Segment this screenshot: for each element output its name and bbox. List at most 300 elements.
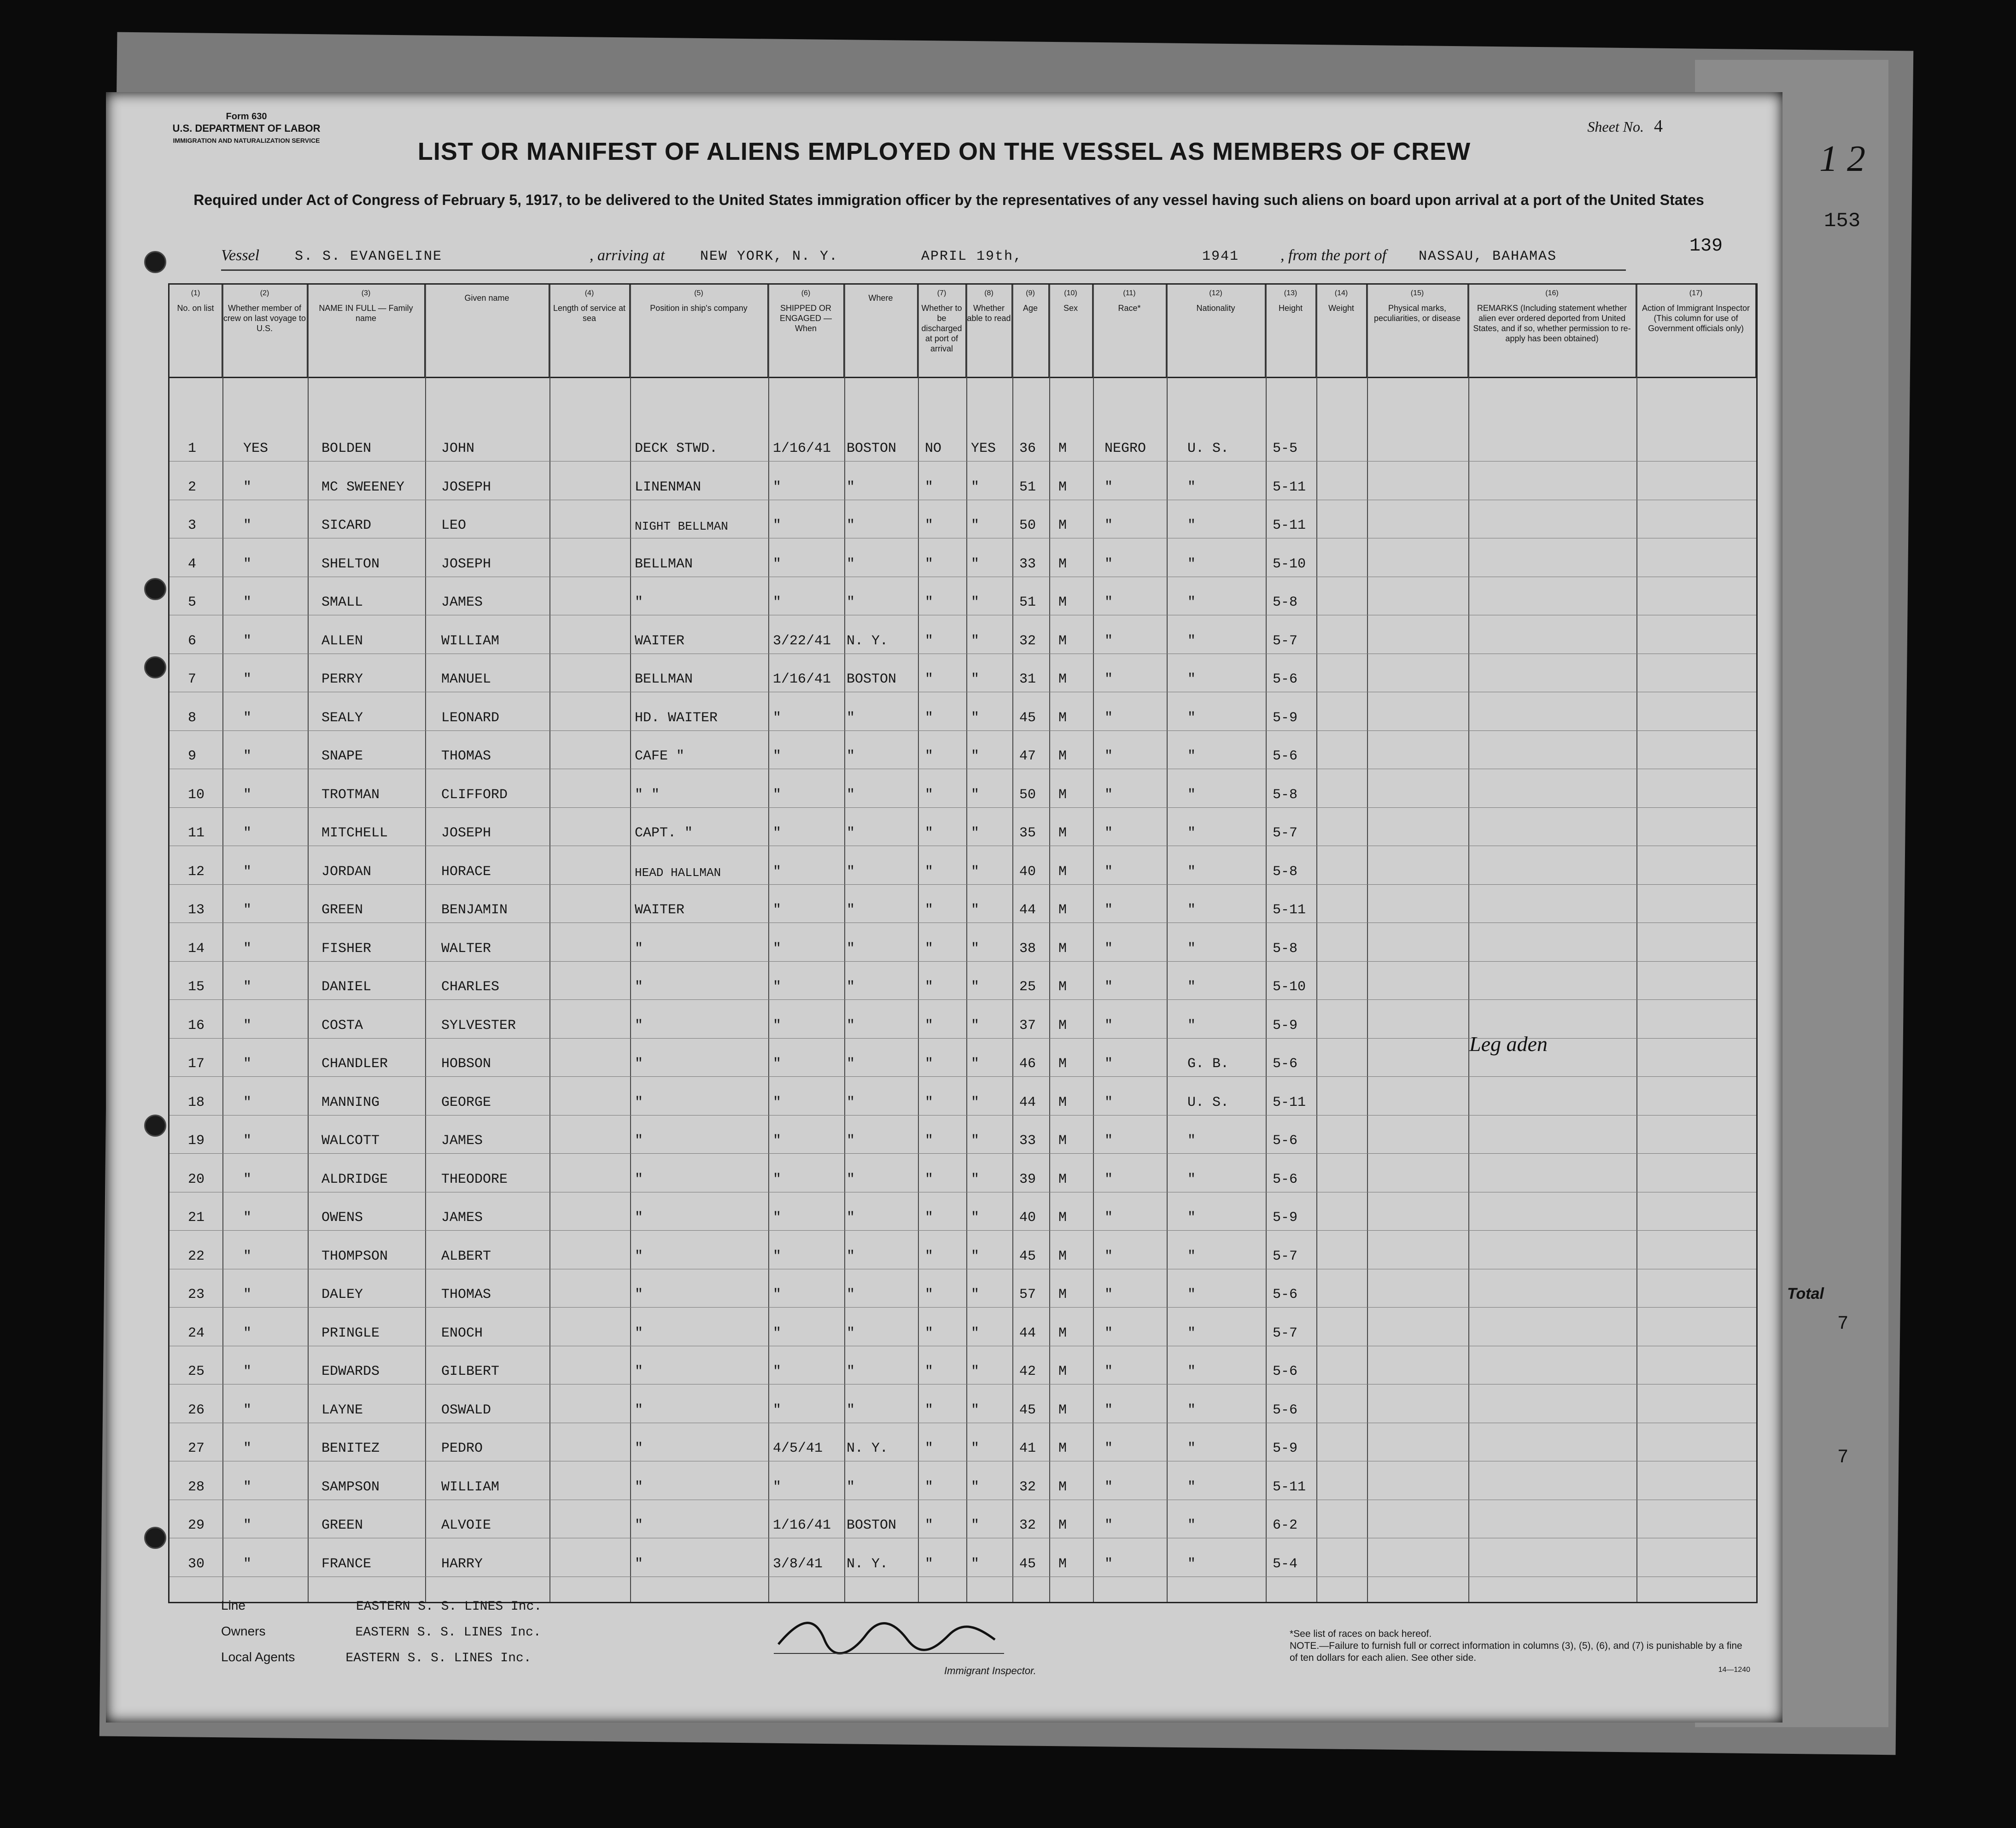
column-header: (17) Action of Immigrant Inspector (This column for use of Government officials only) — [1636, 285, 1756, 377]
cell-sex: M — [1058, 1133, 1067, 1149]
column-header: (13) Height — [1266, 285, 1316, 377]
cell-when: " — [773, 1056, 782, 1072]
cell-discharged: " — [925, 1248, 934, 1264]
cell-family: MITCHELL — [321, 825, 388, 841]
cell-where: " — [847, 1094, 855, 1110]
cell-position: CAFE " — [635, 748, 685, 764]
table-row — [169, 1538, 1756, 1577]
cell-race: " — [1104, 1556, 1113, 1572]
cell-position: HEAD HALLMAN — [635, 865, 721, 880]
cell-age: 32 — [1019, 1518, 1036, 1533]
cell-no: 11 — [188, 825, 205, 841]
cell-discharged: " — [925, 979, 934, 995]
cell-discharged: " — [925, 902, 934, 918]
cell-given: ALBERT — [441, 1248, 491, 1264]
cell-height: 5-10 — [1273, 979, 1306, 995]
cell-read: " — [971, 979, 980, 995]
agents-value: EASTERN S. S. LINES Inc. — [345, 1651, 532, 1665]
cell-when: " — [773, 556, 782, 572]
cell-sex: M — [1058, 710, 1067, 726]
cell-discharged: " — [925, 1287, 934, 1302]
cell-nat: " — [1187, 748, 1196, 764]
cell-discharged: " — [925, 825, 934, 841]
form-number: Form 630 — [226, 111, 267, 122]
table-row — [169, 846, 1756, 885]
cell-race: NEGRO — [1104, 441, 1146, 456]
cell-age: 32 — [1019, 633, 1036, 649]
cell-prev: " — [243, 1441, 252, 1456]
cell-no: 28 — [188, 1479, 205, 1495]
cell-no: 21 — [188, 1210, 205, 1226]
cell-position: " " — [635, 787, 660, 803]
cell-age: 57 — [1019, 1287, 1036, 1302]
cell-race: " — [1104, 633, 1113, 649]
cell-given: THEODORE — [441, 1171, 508, 1187]
cell-sex: M — [1058, 1556, 1067, 1572]
cell-no: 4 — [188, 556, 197, 572]
column-header: (6) SHIPPED OR ENGAGED — When — [768, 285, 844, 377]
cell-given: HOBSON — [441, 1056, 491, 1072]
cell-sex: M — [1058, 633, 1067, 649]
cell-prev: " — [243, 1133, 252, 1149]
cell-given: MANUEL — [441, 672, 491, 687]
table-row — [169, 1500, 1756, 1538]
table-row — [169, 1346, 1756, 1384]
cell-family: FISHER — [321, 940, 372, 957]
cell-given: HARRY — [441, 1556, 483, 1572]
cell-read: " — [971, 1056, 980, 1072]
cell-height: 5-11 — [1273, 1479, 1306, 1495]
cell-age: 46 — [1019, 1056, 1036, 1072]
cell-no: 23 — [188, 1287, 205, 1302]
cell-position: " — [635, 1479, 643, 1495]
cell-age: 38 — [1019, 940, 1036, 957]
cell-where: " — [847, 1210, 855, 1226]
cell-read: " — [971, 1094, 980, 1110]
cell-race: " — [1104, 1402, 1113, 1418]
cell-prev: " — [243, 787, 252, 803]
cell-where: " — [847, 787, 855, 803]
column-header: (2) Whether member of crew on last voyage to U.S. — [222, 285, 308, 377]
cell-given: THOMAS — [441, 748, 491, 764]
cell-given: WILLIAM — [441, 633, 500, 649]
cell-race: " — [1104, 864, 1113, 880]
cell-family: PRINGLE — [321, 1325, 380, 1341]
cell-family: SICARD — [321, 518, 372, 533]
cell-prev: " — [243, 672, 252, 687]
service: IMMIGRATION AND NATURALIZATION SERVICE — [173, 137, 320, 144]
cell-discharged: " — [925, 633, 934, 649]
cell-when: 1/16/41 — [773, 672, 831, 687]
inspector-signature — [774, 1607, 1004, 1663]
cell-height: 5-9 — [1273, 1441, 1298, 1456]
cell-no: 18 — [188, 1094, 205, 1110]
cell-position: " — [635, 1402, 643, 1418]
table-row — [169, 615, 1756, 654]
table-row — [169, 1423, 1756, 1461]
cell-age: 50 — [1019, 518, 1036, 533]
cell-race: " — [1104, 518, 1113, 533]
cell-family: JORDAN — [321, 864, 372, 880]
cell-where: " — [847, 556, 855, 572]
cell-height: 5-6 — [1273, 1056, 1298, 1072]
cell-race: " — [1104, 1248, 1113, 1264]
cell-no: 6 — [188, 633, 197, 649]
cell-given: HORACE — [441, 864, 491, 880]
cell-family: DANIEL — [321, 979, 372, 995]
cell-given: JOSEPH — [441, 556, 491, 572]
cell-race: " — [1104, 825, 1113, 841]
cell-nat: " — [1187, 1287, 1196, 1302]
cell-when: " — [773, 479, 782, 495]
table-row — [169, 1461, 1756, 1500]
cell-no: 15 — [188, 979, 205, 995]
column-header: (5) Position in ship's company — [630, 285, 768, 377]
cell-read: " — [971, 940, 980, 957]
footer-agents — [221, 1598, 542, 1676]
table-row — [169, 1154, 1756, 1192]
cell-sex: M — [1058, 864, 1067, 880]
stamp-number: 153 — [1824, 210, 1861, 233]
cell-prev: " — [243, 479, 252, 495]
cell-race: " — [1104, 1364, 1113, 1379]
cell-discharged: " — [925, 1364, 934, 1379]
cell-nat: " — [1187, 479, 1196, 495]
cell-position: HD. WAITER — [635, 710, 718, 726]
cell-sex: M — [1058, 1171, 1067, 1187]
cell-nat: " — [1187, 1017, 1196, 1034]
cell-nat: " — [1187, 825, 1196, 841]
vessel-name: S. S. EVANGELINE — [295, 249, 443, 264]
punch-hole — [144, 578, 166, 600]
document-title: LIST OR MANIFEST OF ALIENS EMPLOYED ON THE VESSEL AS MEMBERS OF CREW — [417, 138, 1471, 165]
cell-position: WAITER — [635, 633, 685, 649]
cell-age: 36 — [1019, 441, 1036, 456]
handwritten-remark: Leg aden — [1469, 1032, 1548, 1056]
total-value-b: 7 — [1838, 1446, 1848, 1466]
cell-when: 3/8/41 — [773, 1556, 823, 1572]
column-header: (3) NAME IN FULL — Family name — [308, 285, 425, 377]
cell-read: " — [971, 1210, 980, 1226]
cell-family: WALCOTT — [321, 1133, 380, 1149]
footer-line: Line EASTERN S. S. LINES Inc. — [221, 1598, 542, 1614]
sheet-value: 4 — [1654, 117, 1663, 136]
cell-sex: M — [1058, 518, 1067, 533]
cell-age: 44 — [1019, 902, 1036, 918]
cell-discharged: " — [925, 518, 934, 533]
cell-prev: " — [243, 556, 252, 572]
table-row — [169, 423, 1756, 461]
cell-nat: " — [1187, 1325, 1196, 1341]
cell-race: " — [1104, 902, 1113, 918]
cell-discharged: " — [925, 1441, 934, 1456]
cell-no: 7 — [188, 672, 197, 687]
cell-sex: M — [1058, 940, 1067, 957]
cell-sex: M — [1058, 787, 1067, 803]
cell-read: YES — [971, 441, 996, 456]
cell-discharged: " — [925, 1094, 934, 1110]
cell-height: 5-7 — [1273, 633, 1298, 649]
cell-race: " — [1104, 1518, 1113, 1533]
cell-no: 12 — [188, 864, 205, 880]
cell-no: 19 — [188, 1133, 205, 1149]
table-row — [169, 1115, 1756, 1154]
cell-prev: " — [243, 1094, 252, 1110]
cell-read: " — [971, 1133, 980, 1149]
cell-when: 3/22/41 — [773, 633, 831, 649]
cell-position: " — [635, 1441, 643, 1456]
cell-where: " — [847, 1017, 855, 1034]
cell-family: EDWARDS — [321, 1364, 380, 1379]
cell-read: " — [971, 1287, 980, 1302]
table-row — [169, 769, 1756, 808]
cell-sex: M — [1058, 556, 1067, 572]
cell-position: " — [635, 1287, 643, 1302]
cell-family: CHANDLER — [321, 1056, 388, 1072]
cell-family: SMALL — [321, 595, 363, 610]
cell-nat: " — [1187, 940, 1196, 957]
cell-nat: " — [1187, 1479, 1196, 1495]
cell-race: " — [1104, 1133, 1113, 1149]
cell-where: " — [847, 1171, 855, 1187]
cell-position: " — [635, 595, 643, 610]
cell-discharged: " — [925, 940, 934, 957]
table-row — [169, 461, 1756, 500]
cell-sex: M — [1058, 1364, 1067, 1379]
cell-position: " — [635, 1364, 643, 1379]
arrival-year: 1941 — [1202, 249, 1239, 264]
cell-height: 5-6 — [1273, 672, 1298, 687]
cell-race: " — [1104, 710, 1113, 726]
column-header: (15) Physical marks, peculiarities, or disease — [1367, 285, 1468, 377]
cell-read: " — [971, 479, 980, 495]
cell-family: SEALY — [321, 710, 363, 726]
cell-when: 1/16/41 — [773, 1518, 831, 1533]
cell-age: 45 — [1019, 1248, 1036, 1264]
cell-when: " — [773, 710, 782, 726]
table-row — [169, 1384, 1756, 1423]
crew-table — [168, 283, 1758, 1603]
column-header: Where — [844, 285, 918, 377]
cell-where: BOSTON — [847, 1518, 897, 1533]
cell-age: 51 — [1019, 595, 1036, 610]
table-row — [169, 577, 1756, 615]
cell-read: " — [971, 1518, 980, 1533]
cell-nat: " — [1187, 672, 1196, 687]
cell-read: " — [971, 1364, 980, 1379]
cell-read: " — [971, 633, 980, 649]
cell-nat: " — [1187, 1171, 1196, 1187]
cell-nat: G. B. — [1187, 1056, 1229, 1072]
cell-when: " — [773, 748, 782, 764]
cell-when: 4/5/41 — [773, 1441, 823, 1456]
punch-hole — [144, 1115, 166, 1137]
cell-family: GREEN — [321, 902, 363, 918]
cell-nat: " — [1187, 518, 1196, 533]
cell-nat: " — [1187, 1364, 1196, 1379]
cell-position: " — [635, 1556, 643, 1572]
cell-height: 5-11 — [1273, 479, 1306, 495]
cell-read: " — [971, 710, 980, 726]
cell-position: " — [635, 1094, 643, 1110]
cell-position: " — [635, 1518, 643, 1533]
cell-family: MANNING — [321, 1094, 380, 1110]
cell-prev: " — [243, 1556, 252, 1572]
cell-sex: M — [1058, 672, 1067, 687]
cell-read: " — [971, 864, 980, 880]
footer-owners: Owners EASTERN S. S. LINES Inc. — [221, 1624, 541, 1640]
cell-given: JOHN — [441, 441, 475, 456]
cell-family: SHELTON — [321, 556, 380, 572]
arriving-label: , arriving at — [590, 247, 665, 264]
table-row — [169, 884, 1756, 923]
cell-prev: " — [243, 1402, 252, 1418]
cell-read: " — [971, 595, 980, 610]
cell-read: " — [971, 556, 980, 572]
cell-discharged: " — [925, 672, 934, 687]
cell-given: ENOCH — [441, 1325, 483, 1341]
cell-no: 22 — [188, 1248, 205, 1264]
cell-discharged: " — [925, 864, 934, 880]
cell-height: 5-6 — [1273, 1364, 1298, 1379]
cell-age: 37 — [1019, 1017, 1036, 1034]
cell-given: JAMES — [441, 1133, 483, 1149]
cell-position: BELLMAN — [635, 556, 693, 572]
column-header: (11) Race* — [1093, 285, 1167, 377]
cell-read: " — [971, 1556, 980, 1572]
cell-race: " — [1104, 672, 1113, 687]
cell-position: " — [635, 1325, 643, 1341]
cell-read: " — [971, 1479, 980, 1495]
document-subtitle: Required under Act of Congress of February 5, 1917, to be delivered to the United States immigration officer by the representatives of any vessel having such aliens on board upon arrival at a port of the United States — [193, 192, 1704, 208]
cell-height: 5-8 — [1273, 595, 1298, 610]
cell-nat: " — [1187, 556, 1196, 572]
cell-prev: " — [243, 902, 252, 918]
cell-no: 24 — [188, 1325, 205, 1341]
cell-sex: M — [1058, 1518, 1067, 1533]
cell-where: N. Y. — [847, 633, 888, 649]
cell-height: 5-9 — [1273, 1017, 1298, 1034]
cell-where: N. Y. — [847, 1441, 888, 1456]
cell-no: 14 — [188, 940, 205, 957]
column-header: (1) No. on list — [169, 285, 222, 377]
cell-where: " — [847, 979, 855, 995]
manifest-sheet — [106, 92, 1782, 1723]
cell-family: FRANCE — [321, 1556, 372, 1572]
cell-where: " — [847, 710, 855, 726]
cell-discharged: " — [925, 1479, 934, 1495]
cell-when: " — [773, 1287, 782, 1302]
cell-discharged: " — [925, 1056, 934, 1072]
cell-no: 30 — [188, 1556, 205, 1572]
cell-prev: " — [243, 864, 252, 880]
cell-height: 5-8 — [1273, 940, 1298, 957]
cell-given: WALTER — [441, 940, 491, 957]
table-row — [169, 692, 1756, 731]
line-value: EASTERN S. S. LINES Inc. — [356, 1600, 542, 1614]
footer-notes — [1290, 1628, 1750, 1676]
cell-when: " — [773, 1094, 782, 1110]
cell-no: 17 — [188, 1056, 205, 1072]
cell-position: " — [635, 1210, 643, 1226]
cell-height: 5-11 — [1273, 518, 1306, 533]
cell-when: " — [773, 595, 782, 610]
table-row — [169, 500, 1756, 538]
cell-when: " — [773, 1364, 782, 1379]
cell-when: 1/16/41 — [773, 441, 831, 456]
cell-position: " — [635, 1171, 643, 1187]
cell-age: 25 — [1019, 979, 1036, 995]
cell-where: " — [847, 1133, 855, 1149]
cell-family: TROTMAN — [321, 787, 380, 803]
cell-height: 5-8 — [1273, 864, 1298, 880]
cell-age: 39 — [1019, 1171, 1036, 1187]
arriving-port: NEW YORK, N. Y. — [700, 249, 839, 264]
voyage-line — [221, 247, 1626, 270]
cell-given: LEONARD — [441, 710, 500, 726]
cell-race: " — [1104, 1479, 1113, 1495]
cell-when: " — [773, 1402, 782, 1418]
cell-age: 35 — [1019, 825, 1036, 841]
print-code: 14—1240 — [1718, 1666, 1750, 1674]
cell-read: " — [971, 825, 980, 841]
cell-discharged: " — [925, 710, 934, 726]
cell-prev: " — [243, 518, 252, 533]
cell-no: 1 — [188, 441, 197, 456]
column-header: Given name — [425, 285, 549, 377]
cell-height: 5-4 — [1273, 1556, 1298, 1572]
cell-position: CAPT. " — [635, 825, 693, 841]
cell-given: PEDRO — [441, 1441, 483, 1456]
cell-height: 5-7 — [1273, 1248, 1298, 1264]
cell-age: 45 — [1019, 1556, 1036, 1572]
cell-discharged: " — [925, 748, 934, 764]
column-header: (10) Sex — [1049, 285, 1093, 377]
cell-sex: M — [1058, 748, 1067, 764]
cell-age: 51 — [1019, 479, 1036, 495]
cell-nat: " — [1187, 1248, 1196, 1264]
cell-prev: " — [243, 633, 252, 649]
cell-height: 5-6 — [1273, 1402, 1298, 1418]
cell-position: DECK STWD. — [635, 441, 718, 456]
cell-sex: M — [1058, 441, 1067, 456]
punch-hole — [144, 1527, 166, 1549]
department: U.S. DEPARTMENT OF LABOR — [172, 123, 321, 134]
cell-prev: " — [243, 1017, 252, 1034]
cell-race: " — [1104, 1094, 1113, 1110]
cell-race: " — [1104, 1287, 1113, 1302]
cell-family: PERRY — [321, 672, 363, 687]
cell-where: " — [847, 1056, 855, 1072]
cell-age: 47 — [1019, 748, 1036, 764]
column-header: (7) Whether to be discharged at port of arrival — [918, 285, 966, 377]
cell-given: JOSEPH — [441, 479, 491, 495]
cell-race: " — [1104, 940, 1113, 957]
cell-discharged: " — [925, 1017, 934, 1034]
departure-port: NASSAU, BAHAMAS — [1419, 249, 1557, 264]
cell-discharged: " — [925, 595, 934, 610]
cell-age: 45 — [1019, 1402, 1036, 1418]
cell-prev: " — [243, 825, 252, 841]
cell-family: ALDRIDGE — [321, 1171, 388, 1187]
cell-race: " — [1104, 979, 1113, 995]
cell-where: BOSTON — [847, 672, 897, 687]
cell-family: OWENS — [321, 1210, 363, 1226]
cell-read: " — [971, 748, 980, 764]
cell-where: " — [847, 1287, 855, 1302]
cell-where: " — [847, 902, 855, 918]
cell-position: " — [635, 940, 643, 957]
